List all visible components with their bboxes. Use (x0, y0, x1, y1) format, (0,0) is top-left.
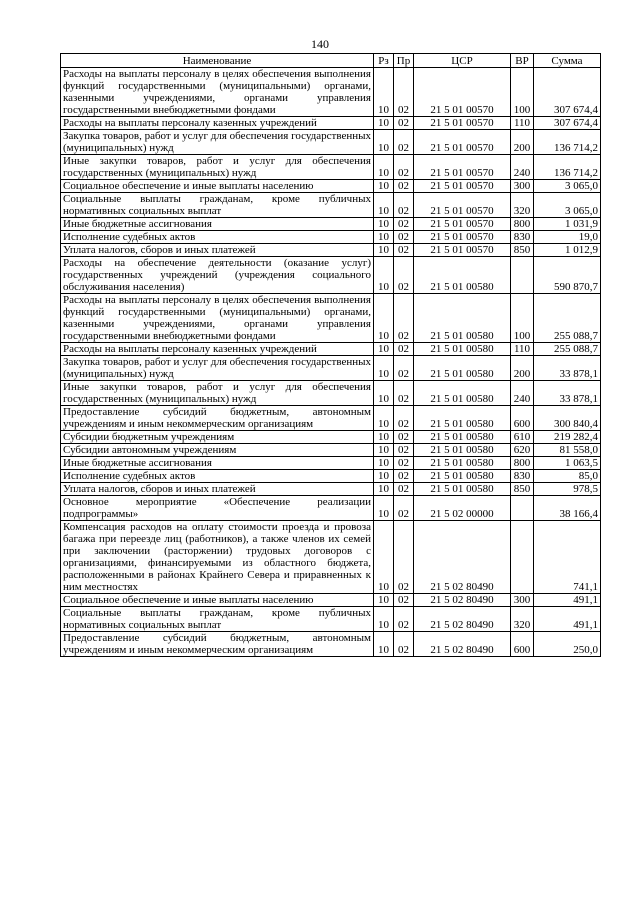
budget-table (60, 53, 601, 657)
table-row (61, 632, 601, 657)
cell-name: Расходы на выплаты персоналу в целях обеспечения выполнения функций государственными (муниципальными) органами, казенными учреждениями, органами управления государственными внебюджетными фондами (61, 294, 374, 343)
cell-name: Социальные выплаты гражданам, кроме публичных нормативных социальных выплат (61, 193, 374, 218)
cell-vr: 620 (511, 444, 534, 457)
cell-pr: 02 (394, 257, 414, 294)
cell-name: Закупка товаров, работ и услуг для обеспечения государственных (муниципальных) нужд (61, 130, 374, 155)
table-row (61, 457, 601, 470)
cell-rz: 10 (374, 632, 394, 657)
cell-sum: 19,0 (534, 231, 601, 244)
cell-vr: 240 (511, 155, 534, 180)
cell-vr: 610 (511, 431, 534, 444)
cell-vr: 600 (511, 406, 534, 431)
cell-csr: 21 5 01 00580 (414, 257, 511, 294)
cell-csr: 21 5 01 00580 (414, 343, 511, 356)
cell-csr: 21 5 01 00570 (414, 231, 511, 244)
cell-name: Исполнение судебных актов (61, 231, 374, 244)
cell-pr: 02 (394, 496, 414, 521)
cell-vr: 320 (511, 607, 534, 632)
cell-name: Иные бюджетные ассигнования (61, 457, 374, 470)
cell-rz: 10 (374, 218, 394, 231)
table-row (61, 594, 601, 607)
cell-sum: 136 714,2 (534, 155, 601, 180)
cell-name: Расходы на выплаты персоналу казенных учреждений (61, 117, 374, 130)
cell-vr: 100 (511, 294, 534, 343)
cell-sum: 81 558,0 (534, 444, 601, 457)
table-row (61, 180, 601, 193)
cell-pr: 02 (394, 632, 414, 657)
table-row (61, 406, 601, 431)
cell-pr: 02 (394, 607, 414, 632)
cell-sum: 219 282,4 (534, 431, 601, 444)
cell-csr: 21 5 01 00570 (414, 193, 511, 218)
cell-sum: 300 840,4 (534, 406, 601, 431)
cell-csr: 21 5 02 80490 (414, 521, 511, 594)
table-row (61, 231, 601, 244)
cell-sum: 250,0 (534, 632, 601, 657)
cell-name: Социальное обеспечение и иные выплаты населению (61, 594, 374, 607)
cell-rz: 10 (374, 496, 394, 521)
cell-sum: 1 012,9 (534, 244, 601, 257)
cell-csr: 21 5 01 00570 (414, 180, 511, 193)
cell-csr: 21 5 01 00580 (414, 406, 511, 431)
cell-name: Иные закупки товаров, работ и услуг для обеспечения государственных (муниципальных) нужд (61, 155, 374, 180)
header-name: Наименование (61, 54, 374, 68)
cell-name: Расходы на выплаты персоналу в целях обеспечения выполнения функций государственными (муниципальными) органами, казенными учреждениями, органами управления государственными внебюджетными фондами (61, 68, 374, 117)
cell-csr: 21 5 01 00570 (414, 130, 511, 155)
cell-rz: 10 (374, 444, 394, 457)
cell-rz: 10 (374, 607, 394, 632)
cell-rz: 10 (374, 431, 394, 444)
cell-sum: 3 065,0 (534, 180, 601, 193)
cell-rz: 10 (374, 294, 394, 343)
cell-name: Иные закупки товаров, работ и услуг для обеспечения государственных (муниципальных) нужд (61, 381, 374, 406)
cell-rz: 10 (374, 406, 394, 431)
header-csr: ЦСР (414, 54, 511, 68)
cell-pr: 02 (394, 294, 414, 343)
cell-name: Уплата налогов, сборов и иных платежей (61, 483, 374, 496)
cell-pr: 02 (394, 406, 414, 431)
cell-rz: 10 (374, 470, 394, 483)
cell-pr: 02 (394, 521, 414, 594)
cell-name: Предоставление субсидий бюджетным, автономным учреждениям и иным некоммерческим организациям (61, 406, 374, 431)
cell-csr: 21 5 02 80490 (414, 632, 511, 657)
cell-pr: 02 (394, 130, 414, 155)
cell-sum: 33 878,1 (534, 381, 601, 406)
cell-sum: 307 674,4 (534, 68, 601, 117)
cell-sum: 978,5 (534, 483, 601, 496)
cell-sum: 38 166,4 (534, 496, 601, 521)
cell-name: Исполнение судебных актов (61, 470, 374, 483)
cell-csr: 21 5 01 00580 (414, 470, 511, 483)
cell-rz: 10 (374, 343, 394, 356)
table-row (61, 470, 601, 483)
cell-sum: 255 088,7 (534, 343, 601, 356)
cell-rz: 10 (374, 117, 394, 130)
cell-name: Компенсация расходов на оплату стоимости проезда и провоза багажа при переезде лиц (работников), а также членов их семей при заключении (расторжении) трудовых договоров с организациями, финансируемыми из областного бюджета, расположенными в районах Крайнего Севера и приравненных к ним местностях (61, 521, 374, 594)
cell-vr: 300 (511, 180, 534, 193)
cell-name: Субсидии автономным учреждениям (61, 444, 374, 457)
cell-csr: 21 5 01 00580 (414, 294, 511, 343)
table-row (61, 343, 601, 356)
cell-rz: 10 (374, 521, 394, 594)
cell-csr: 21 5 02 80490 (414, 594, 511, 607)
cell-vr: 110 (511, 343, 534, 356)
cell-pr: 02 (394, 231, 414, 244)
cell-sum: 1 063,5 (534, 457, 601, 470)
cell-sum: 3 065,0 (534, 193, 601, 218)
cell-name: Расходы на обеспечение деятельности (оказание услуг) государственных учреждений (учреждения социального обслуживания населения) (61, 257, 374, 294)
cell-vr (511, 257, 534, 294)
cell-csr: 21 5 01 00570 (414, 244, 511, 257)
cell-vr: 800 (511, 457, 534, 470)
cell-rz: 10 (374, 594, 394, 607)
cell-rz: 10 (374, 244, 394, 257)
cell-vr: 110 (511, 117, 534, 130)
table-row (61, 130, 601, 155)
cell-csr: 21 5 01 00570 (414, 218, 511, 231)
cell-vr: 100 (511, 68, 534, 117)
page-number: 140 (311, 37, 329, 51)
table-row (61, 356, 601, 381)
cell-rz: 10 (374, 130, 394, 155)
cell-name: Иные бюджетные ассигнования (61, 218, 374, 231)
cell-rz: 10 (374, 68, 394, 117)
table-row (61, 607, 601, 632)
cell-pr: 02 (394, 381, 414, 406)
cell-name: Социальное обеспечение и иные выплаты населению (61, 180, 374, 193)
table-row (61, 155, 601, 180)
cell-rz: 10 (374, 155, 394, 180)
cell-pr: 02 (394, 244, 414, 257)
cell-sum: 741,1 (534, 521, 601, 594)
cell-name: Социальные выплаты гражданам, кроме публичных нормативных социальных выплат (61, 607, 374, 632)
cell-pr: 02 (394, 343, 414, 356)
cell-pr: 02 (394, 117, 414, 130)
cell-vr: 600 (511, 632, 534, 657)
cell-csr: 21 5 01 00570 (414, 68, 511, 117)
cell-rz: 10 (374, 231, 394, 244)
cell-name: Расходы на выплаты персоналу казенных учреждений (61, 343, 374, 356)
table-row (61, 521, 601, 594)
cell-pr: 02 (394, 431, 414, 444)
header-rz: Рз (374, 54, 394, 68)
header-vr: ВР (511, 54, 534, 68)
cell-pr: 02 (394, 483, 414, 496)
cell-rz: 10 (374, 193, 394, 218)
cell-rz: 10 (374, 180, 394, 193)
cell-rz: 10 (374, 356, 394, 381)
cell-pr: 02 (394, 594, 414, 607)
cell-vr: 240 (511, 381, 534, 406)
cell-pr: 02 (394, 457, 414, 470)
cell-name: Субсидии бюджетным учреждениям (61, 431, 374, 444)
table-row (61, 444, 601, 457)
table-body (61, 68, 601, 657)
cell-sum: 136 714,2 (534, 130, 601, 155)
cell-name: Закупка товаров, работ и услуг для обеспечения государственных (муниципальных) нужд (61, 356, 374, 381)
table-row (61, 244, 601, 257)
cell-vr (511, 496, 534, 521)
cell-name: Уплата налогов, сборов и иных платежей (61, 244, 374, 257)
cell-sum: 307 674,4 (534, 117, 601, 130)
cell-vr: 830 (511, 470, 534, 483)
cell-csr: 21 5 01 00580 (414, 381, 511, 406)
cell-csr: 21 5 01 00580 (414, 356, 511, 381)
cell-rz: 10 (374, 457, 394, 470)
table-row (61, 193, 601, 218)
cell-vr: 200 (511, 130, 534, 155)
table-row (61, 257, 601, 294)
cell-csr: 21 5 01 00580 (414, 483, 511, 496)
cell-vr: 800 (511, 218, 534, 231)
cell-vr: 850 (511, 483, 534, 496)
cell-sum: 33 878,1 (534, 356, 601, 381)
table-row (61, 117, 601, 130)
header-pr: Пр (394, 54, 414, 68)
cell-pr: 02 (394, 444, 414, 457)
cell-name: Предоставление субсидий бюджетным, автономным учреждениям и иным некоммерческим организациям (61, 632, 374, 657)
cell-csr: 21 5 01 00580 (414, 431, 511, 444)
cell-name: Основное мероприятие «Обеспечение реализации подпрограммы» (61, 496, 374, 521)
table-row (61, 68, 601, 117)
cell-sum: 255 088,7 (534, 294, 601, 343)
cell-vr: 300 (511, 594, 534, 607)
header-sum: Сумма (534, 54, 601, 68)
table-row (61, 381, 601, 406)
cell-rz: 10 (374, 257, 394, 294)
cell-csr: 21 5 01 00580 (414, 457, 511, 470)
cell-sum: 491,1 (534, 594, 601, 607)
table-header-row (61, 54, 601, 68)
cell-pr: 02 (394, 356, 414, 381)
cell-csr: 21 5 01 00570 (414, 155, 511, 180)
cell-vr: 200 (511, 356, 534, 381)
cell-sum: 1 031,9 (534, 218, 601, 231)
cell-sum: 491,1 (534, 607, 601, 632)
cell-csr: 21 5 01 00570 (414, 117, 511, 130)
cell-pr: 02 (394, 218, 414, 231)
cell-csr: 21 5 02 80490 (414, 607, 511, 632)
cell-rz: 10 (374, 483, 394, 496)
cell-vr (511, 521, 534, 594)
cell-pr: 02 (394, 180, 414, 193)
cell-vr: 850 (511, 244, 534, 257)
cell-csr: 21 5 01 00580 (414, 444, 511, 457)
cell-pr: 02 (394, 470, 414, 483)
cell-pr: 02 (394, 155, 414, 180)
cell-csr: 21 5 02 00000 (414, 496, 511, 521)
cell-sum: 85,0 (534, 470, 601, 483)
cell-rz: 10 (374, 381, 394, 406)
cell-vr: 830 (511, 231, 534, 244)
cell-sum: 590 870,7 (534, 257, 601, 294)
cell-pr: 02 (394, 193, 414, 218)
table-row (61, 483, 601, 496)
cell-pr: 02 (394, 68, 414, 117)
cell-vr: 320 (511, 193, 534, 218)
table-row (61, 431, 601, 444)
table-row (61, 496, 601, 521)
table-row (61, 294, 601, 343)
table-row (61, 218, 601, 231)
